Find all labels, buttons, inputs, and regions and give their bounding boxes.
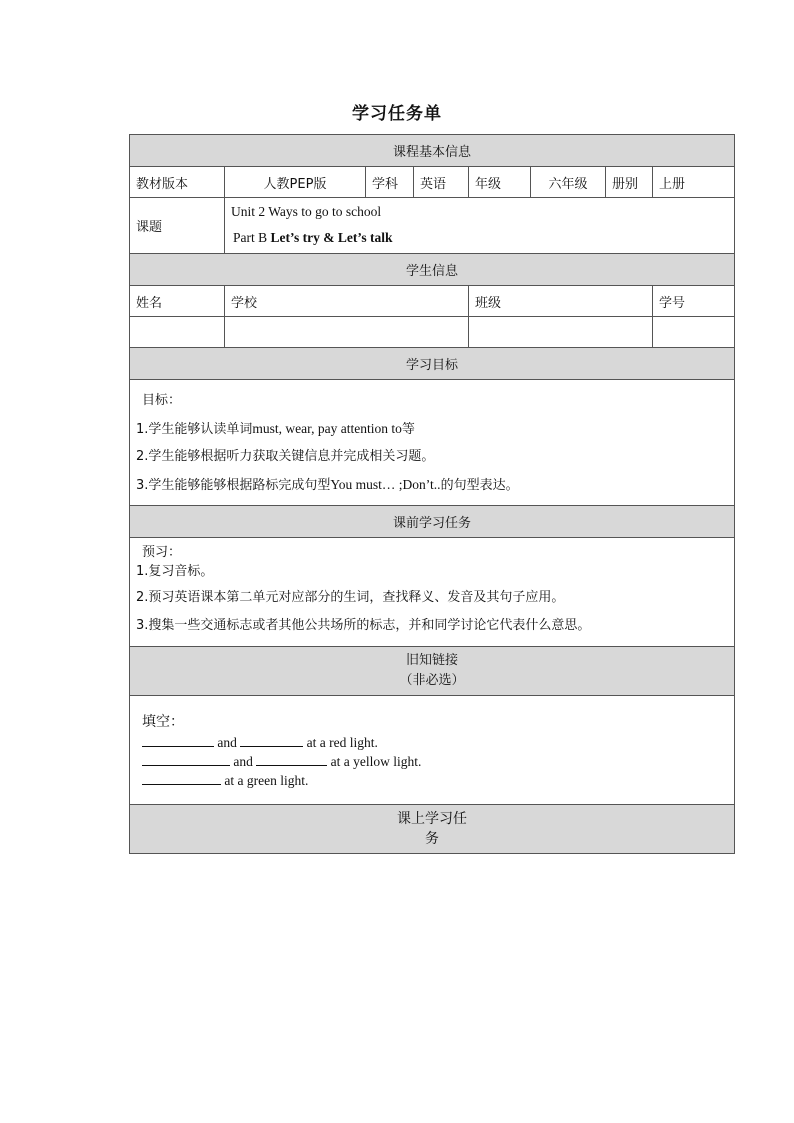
goal-1-text: 1.学生能够认读单词 xyxy=(136,421,253,437)
student-id-label: 学号 xyxy=(653,286,735,317)
pre-task-item-3: 3.搜集一些交通标志或者其他公共场所的标志，并和同学讨论它代表什么意思。 xyxy=(136,618,591,633)
fill-blank-heading: 填空： xyxy=(142,713,184,730)
fill-1-and: and xyxy=(217,734,237,750)
section-pre-task: 课前学习任务 xyxy=(130,506,735,538)
topic-line-1: Unit 2 Ways to go to school xyxy=(231,203,382,219)
goal-1-words: must, wear, pay attention to xyxy=(252,420,402,436)
goal-1-suffix: 等 xyxy=(401,421,415,437)
fill-3-end: at a green light. xyxy=(224,772,309,788)
grade-value[interactable]: 六年级 xyxy=(531,167,606,198)
goal-item-1 xyxy=(136,415,728,443)
topic-value[interactable] xyxy=(225,198,735,254)
name-field[interactable] xyxy=(130,317,225,348)
fill-line-2 xyxy=(136,752,728,771)
name-label: 姓名 xyxy=(130,286,225,317)
fill-1-end: at a red light. xyxy=(306,734,378,750)
in-class-title-1: 课上学习任 xyxy=(397,811,467,827)
textbook-label: 教材版本 xyxy=(130,167,225,198)
review-title: 旧知链接 xyxy=(406,653,459,668)
fill-line-3 xyxy=(136,771,728,790)
section-review xyxy=(130,647,735,696)
class-label: 班级 xyxy=(469,286,653,317)
topic-lesson: Let’s try & Let’s talk xyxy=(270,229,393,245)
goal-item-2: 2.学生能够根据听力获取关键信息并完成相关习题。 xyxy=(136,448,435,464)
section-goals: 学习目标 xyxy=(130,348,735,380)
goals-content xyxy=(130,380,735,506)
school-field[interactable] xyxy=(225,317,469,348)
goal-3-text: 3.学生能够能够根据路标完成句型 xyxy=(136,477,331,493)
goal-3-pattern: You must… ;Don’t.. xyxy=(330,476,441,492)
in-class-title-2: 务 xyxy=(425,831,439,847)
topic-part: Part B xyxy=(233,229,271,245)
class-field[interactable] xyxy=(469,317,653,348)
blank-1b[interactable] xyxy=(240,733,303,747)
pre-task-heading: 预习： xyxy=(142,545,182,560)
section-student-info: 学生信息 xyxy=(130,254,735,286)
subject-value[interactable]: 英语 xyxy=(414,167,469,198)
blank-1a[interactable] xyxy=(142,733,214,747)
goal-item-3 xyxy=(136,471,728,499)
blank-3a[interactable] xyxy=(142,771,221,785)
fill-2-and: and xyxy=(233,753,253,769)
goal-3-suffix: 的句型表达。 xyxy=(440,477,519,493)
student-id-field[interactable] xyxy=(653,317,735,348)
page-title: 学习任务单 xyxy=(352,104,442,124)
topic-label: 课题 xyxy=(130,198,225,254)
grade-label: 年级 xyxy=(469,167,531,198)
pre-task-item-2: 2.预习英语课本第二单元对应部分的生词，查找释义、发音及其句子应用。 xyxy=(136,590,565,605)
blank-2b[interactable] xyxy=(256,752,327,766)
review-content xyxy=(130,696,735,805)
blank-2a[interactable] xyxy=(142,752,230,766)
section-course-info: 课程基本信息 xyxy=(130,135,735,167)
fill-2-end: at a yellow light. xyxy=(330,753,422,769)
goals-heading: 目标： xyxy=(142,392,182,408)
task-sheet-table xyxy=(129,134,735,854)
volume-value[interactable]: 上册 xyxy=(653,167,735,198)
school-label: 学校 xyxy=(225,286,469,317)
section-in-class xyxy=(130,805,735,854)
pre-task-item-1: 1.复习音标。 xyxy=(136,564,214,579)
textbook-value[interactable]: 人教PEP版 xyxy=(225,167,366,198)
subject-label: 学科 xyxy=(366,167,414,198)
review-optional-note: （非必选） xyxy=(399,673,465,688)
fill-line-1 xyxy=(136,733,728,752)
topic-line-2 xyxy=(231,226,728,250)
volume-label: 册别 xyxy=(606,167,653,198)
pre-task-content xyxy=(130,538,735,647)
